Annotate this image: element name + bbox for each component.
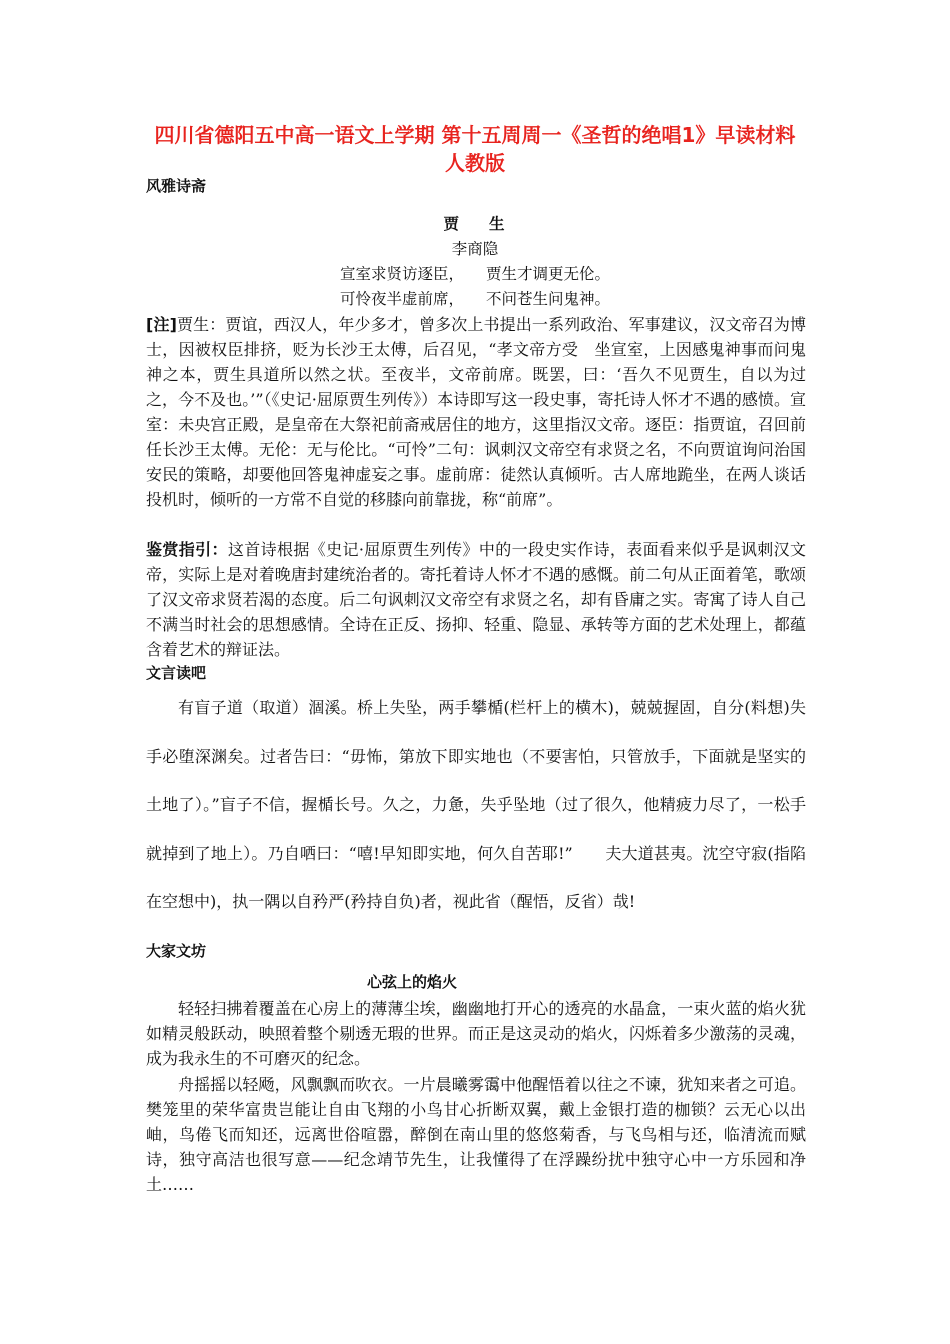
essay-title: 心弦上的焰火: [366, 973, 457, 991]
document-title: 四川省德阳五中高一语文上学期 第十五周周一《圣哲的绝唱1》早读材料 人教版: [154, 123, 796, 175]
poem-title-part2: 生: [489, 215, 507, 233]
appreciation-text: 这首诗根据《史记·屈原贾生列传》中的一段史实作诗，表面看来似乎是讽刺汉文帝，实际上是对着晚唐封建统治者的。寄托着诗人怀才不遇的感慨。前二句从正面着笔，歌颂了汉文帝求贤若渴的态度。后二句讽刺汉文帝空有求贤之名，却有昏庸之实。寄寓了诗人自己不满当时社会的思想感情。全诗在正反、扬抑、轻重、隐显、承转等方面的艺术处理上，都蕴含着艺术的辩证法。: [146, 540, 806, 659]
poem-line-2b: 不问苍生问鬼神。: [486, 290, 611, 308]
note-label: [注]: [146, 315, 177, 334]
appreciation-label: 鉴赏指引：: [146, 540, 228, 559]
poem-line-1a: 宣室求贤访逐臣，: [339, 265, 464, 283]
section-heading-poetry: 风雅诗斋: [146, 177, 207, 195]
poem-note: [146, 312, 806, 512]
note-text: 贾生：贾谊，西汉人，年少多才，曾多次上书提出一系列政治、军事建议，汉文帝召为博士，因被权臣排挤，贬为长沙王太傅，后召见，“孝文帝方受 坐宣室，上因感鬼神事而问鬼神之本，贾生具道所以然之状。至夜半，文帝前席。既罢，曰：‘吾久不见贾生，自以为过之，今不及也。’”（《史记·屈原贾生列传》）本诗即写这一段史事，寄托诗人怀才不遇的感愤。宣室：未央宫正殿，是皇帝在大祭祀前斋戒居住的地方，这里指汉文帝。逐臣：指贾谊，召回前任长沙王太傅。无伦：无与伦比。“可怜”二句：讽刺汉文帝空有求贤之名，不向贾谊询问治国安民的策略，却要他回答鬼神虚妄之事。虚前席：徒然认真倾听。古人席地跪坐，在两人谈话投机时，倾听的一方常不自觉的移膝向前靠拢，称“前席”。: [146, 315, 806, 509]
essay-paragraph-1: 轻轻扫拂着覆盖在心房上的薄薄尘埃，幽幽地打开心的透亮的水晶盒，一束火蓝的焰火犹如精灵般跃动，映照着整个剔透无瑕的世界。而正是这灵动的焰火，闪烁着多少激荡的灵魂，成为我永生的不可磨灭的纪念。: [146, 999, 806, 1068]
poem-author: 李商隐: [451, 240, 499, 258]
poem-title: [146, 213, 804, 235]
section-heading-essay: 大家文坊: [146, 942, 207, 960]
classical-text: 有盲子道（取道）涸溪。桥上失坠，两手攀楯(栏杆上的横木)，兢兢握固，自分(料想)失手必堕深渊矣。过者告曰：“毋怖，第放下即实地也（不要害怕，只管放手，下面就是坚实的土地了）。”盲子不信，握楯长号。久之，力惫，失乎坠地（过了很久，他精疲力尽了，一松手就掉到了地上）。乃自哂曰：“嘻!早知即实地，何久自苦耶!” 夫大道甚夷。沈空守寂(指陷在空想中)，执一隅以自矜严(矜持自负)者，视此省（醒悟，反省）哉!: [146, 698, 806, 911]
section-heading-classical: 文言读吧: [146, 664, 207, 682]
essay-paragraph-2: 舟摇摇以轻飏，风飘飘而吹衣。一片晨曦雾霭中他醒悟着以往之不谏，犹知来者之可追。樊笼里的荣华富贵岂能让自由飞翔的小鸟甘心折断双翼，戴上金银打造的枷锁？云无心以出岫，鸟倦飞而知还，远离世俗喧嚣，醉倒在南山里的悠悠菊香，与飞鸟相与还，临清流而赋诗，独守高洁也很写意——纪念靖节先生，让我懂得了在浮躁纷扰中独守心中一方乐园和净土……: [146, 1075, 806, 1194]
poem-title-part1: 贾: [443, 215, 461, 233]
poem-line-2a: 可怜夜半虚前席，: [339, 290, 464, 308]
poem-appreciation: [146, 537, 806, 662]
poem-line-2: [146, 288, 804, 310]
poem-line-1: [146, 263, 804, 285]
poem-line-1b: 贾生才调更无伦。: [486, 265, 611, 283]
